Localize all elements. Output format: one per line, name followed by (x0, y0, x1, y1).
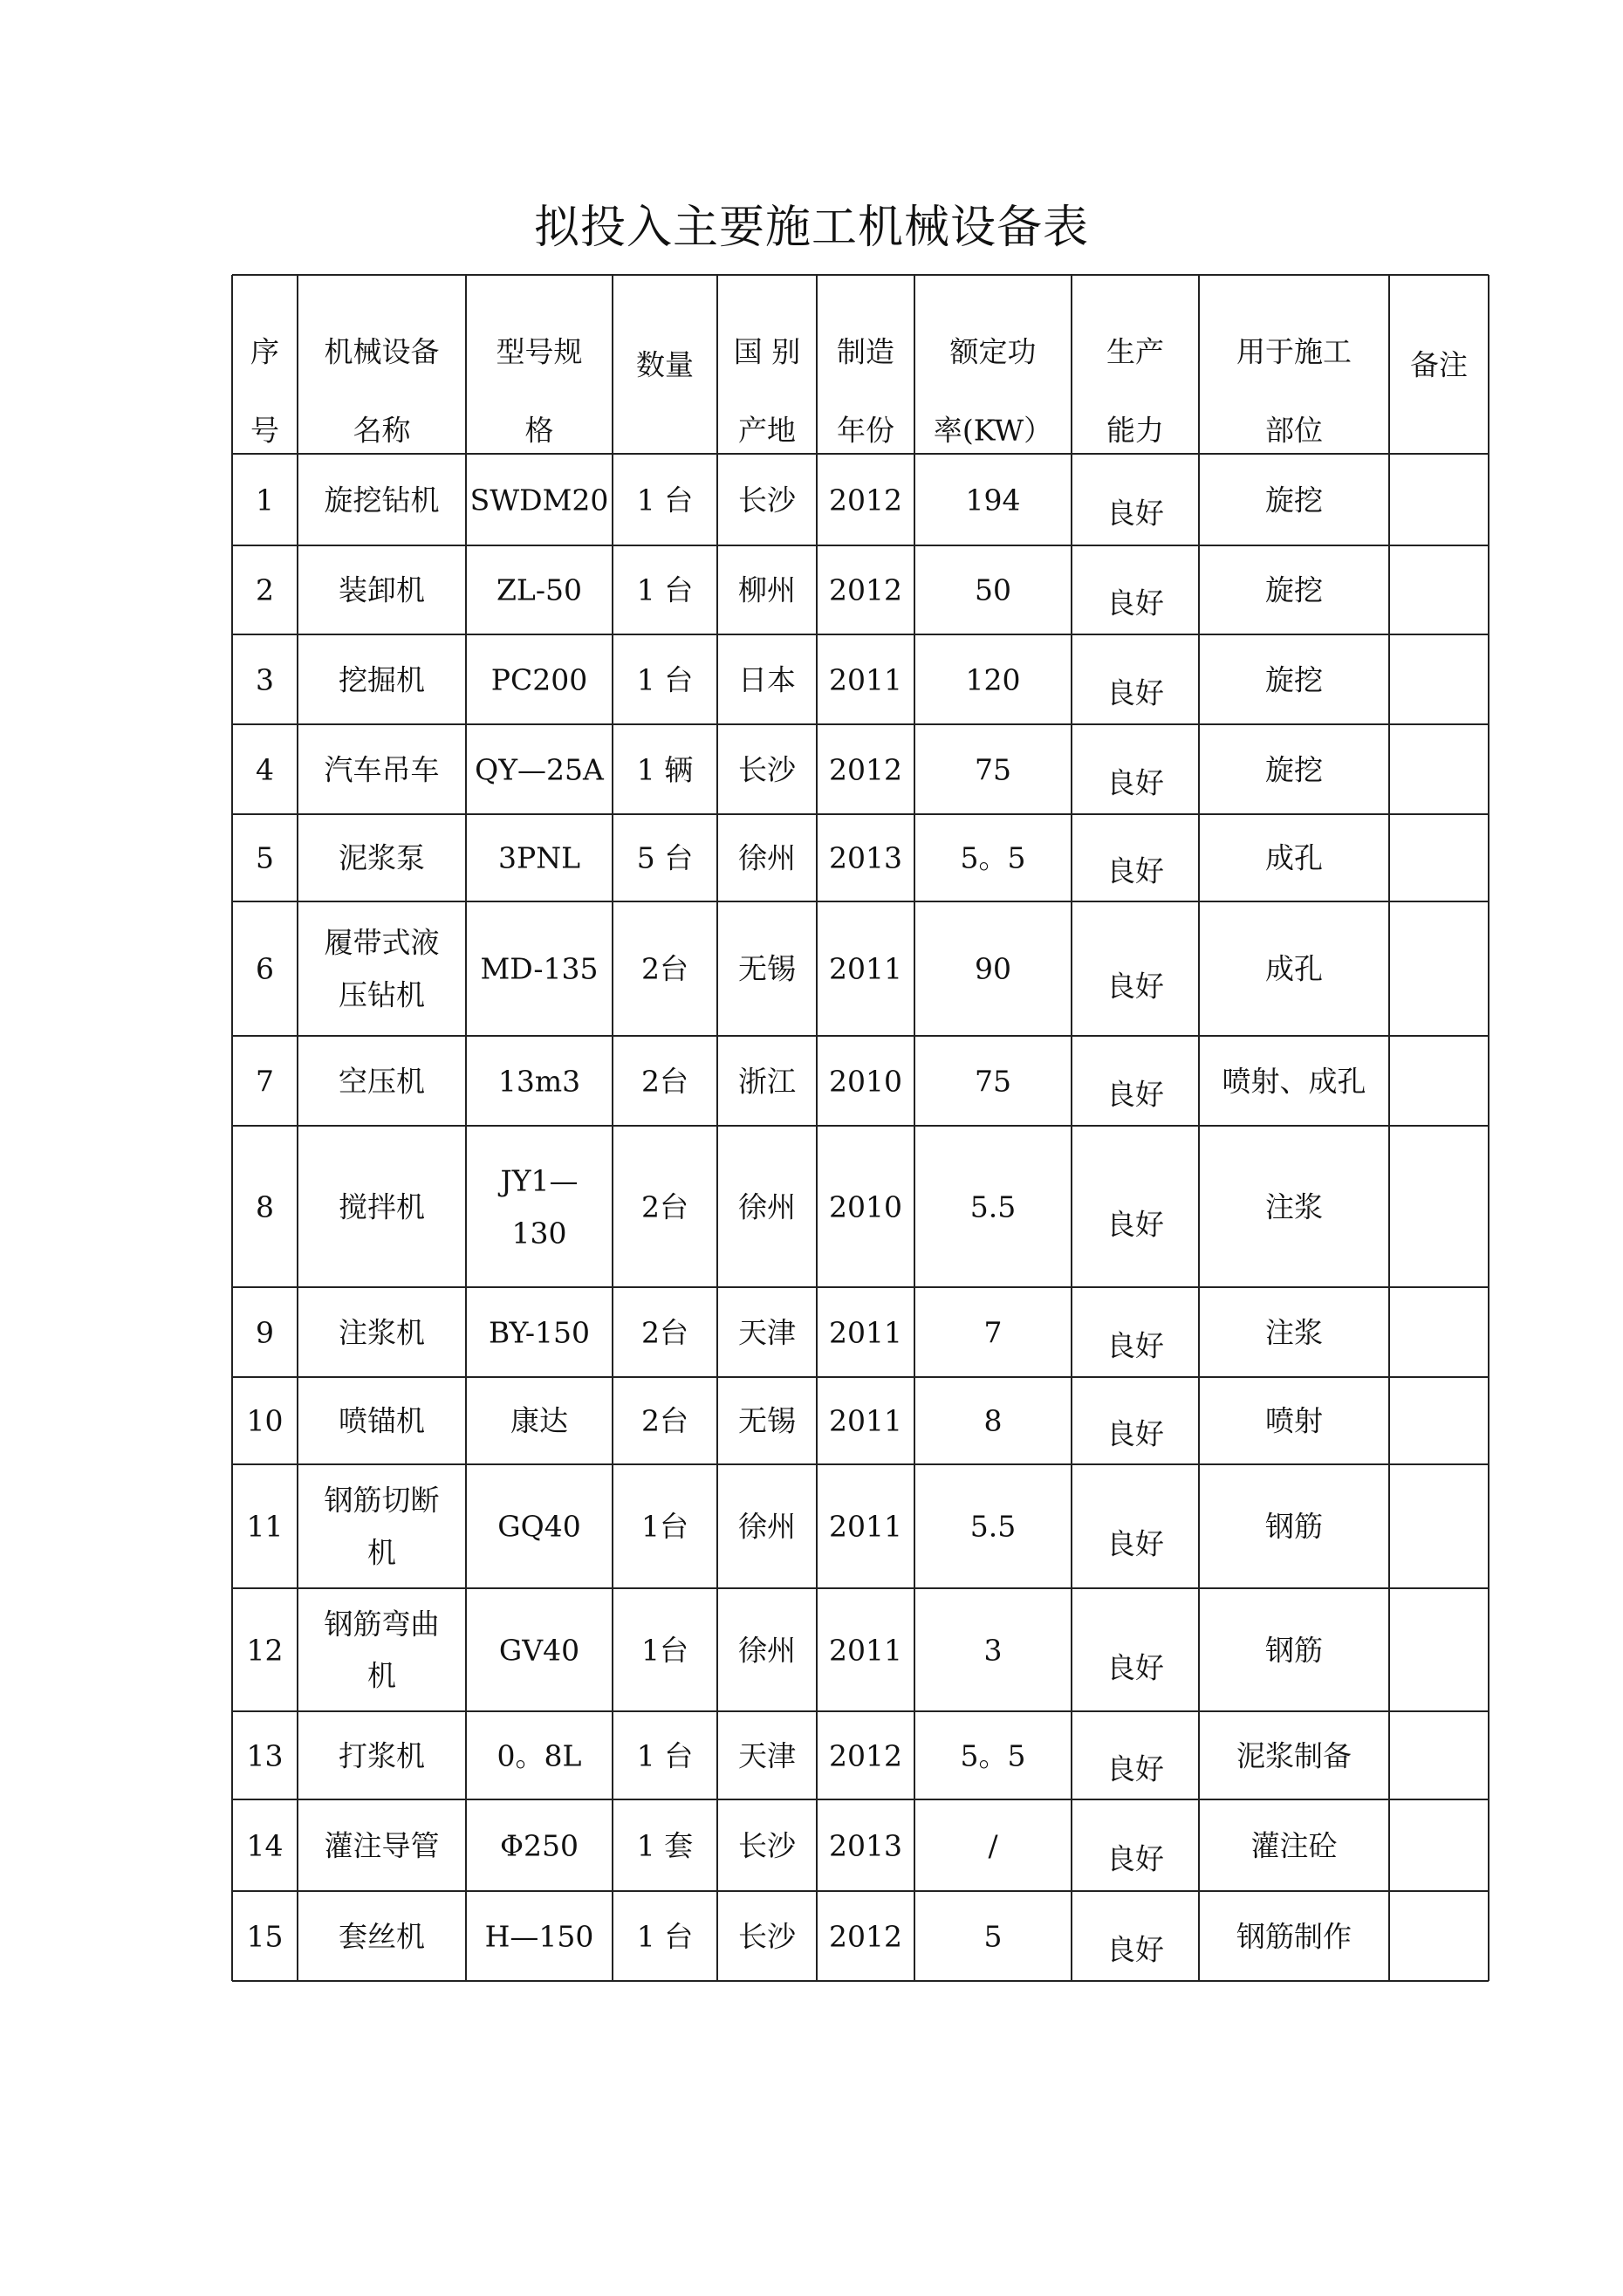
cell-capacity: 良好 (1106, 586, 1164, 620)
cell-capacity: 良好 (1106, 853, 1164, 888)
page-title: 拟投入主要施工机械设备表 (533, 202, 1089, 254)
cell-qty: 1 辆 (636, 752, 694, 786)
cell-qty: 2台 (641, 951, 688, 986)
cell-name: 搅拌机 (339, 1189, 425, 1223)
cell-power: 5。5 (960, 840, 1026, 875)
cell-usage: 喷射 (1265, 1403, 1323, 1438)
cell-qty: 2台 (641, 1189, 688, 1223)
cell-origin: 徐州 (738, 840, 796, 875)
cell-seq: 12 (246, 1633, 284, 1667)
cell-capacity: 良好 (1106, 1526, 1164, 1561)
table-vertical-rule (1388, 275, 1390, 1981)
table-horizontal-rule (232, 901, 1489, 902)
table-horizontal-rule (232, 1710, 1489, 1712)
cell-seq: 15 (246, 1919, 284, 1953)
cell-capacity: 良好 (1106, 1751, 1164, 1786)
cell-usage: 成孔 (1265, 840, 1323, 875)
cell-name: 汽车吊车 (324, 752, 440, 786)
header-qty: 数量 (636, 347, 694, 381)
cell-origin: 长沙 (738, 1828, 796, 1862)
cell-power: 194 (965, 483, 1021, 517)
cell-qty: 2台 (641, 1403, 688, 1438)
cell-seq: 5 (256, 840, 274, 875)
header-usage-line2: 部位 (1265, 413, 1323, 448)
cell-seq: 8 (256, 1189, 274, 1223)
cell-name: 挖掘机 (339, 662, 425, 696)
header-year-line2: 年份 (837, 413, 894, 448)
cell-model: 0。8L (496, 1738, 582, 1772)
cell-year: 2011 (829, 662, 902, 696)
table-horizontal-rule (232, 723, 1489, 725)
cell-qty: 1台 (641, 1509, 688, 1544)
cell-name: 空压机 (339, 1064, 425, 1098)
cell-power: 5。5 (960, 1738, 1026, 1772)
cell-year: 2012 (829, 572, 902, 607)
cell-capacity: 良好 (1106, 1932, 1164, 1967)
cell-year: 2011 (829, 1633, 902, 1667)
cell-year: 2013 (829, 1828, 902, 1862)
cell-seq: 11 (246, 1509, 284, 1544)
cell-usage: 旋挖 (1265, 662, 1323, 696)
cell-power: 120 (965, 662, 1021, 696)
header-power-line2: 率(KW） (933, 413, 1053, 448)
header-usage-line1: 用于施工 (1236, 334, 1352, 369)
cell-qty: 1 台 (636, 1738, 694, 1772)
cell-seq: 2 (256, 572, 274, 607)
cell-seq: 14 (246, 1828, 284, 1862)
cell-model: BY-150 (489, 1315, 590, 1349)
cell-origin: 天津 (738, 1315, 796, 1349)
header-capacity-line1: 生产 (1106, 334, 1164, 369)
cell-power: 3 (983, 1633, 1003, 1667)
header-model-line1: 型号规 (496, 334, 583, 369)
cell-capacity: 良好 (1106, 1416, 1164, 1451)
cell-qty: 1 台 (636, 1919, 694, 1953)
cell-model: H—150 (484, 1919, 594, 1953)
cell-year: 2011 (829, 1403, 902, 1438)
cell-qty: 2台 (641, 1064, 688, 1098)
cell-usage: 喷射、成孔 (1222, 1064, 1366, 1098)
cell-power: 5 (983, 1919, 1003, 1953)
cell-name-line2: 压钻机 (339, 977, 425, 1012)
cell-year: 2012 (829, 483, 902, 517)
cell-year: 2011 (829, 1509, 902, 1544)
cell-usage: 注浆 (1265, 1189, 1323, 1223)
header-origin-line2: 产地 (738, 413, 796, 448)
table-vertical-rule (716, 275, 718, 1981)
table-horizontal-rule (232, 545, 1489, 546)
cell-name: 灌注导管 (324, 1828, 440, 1862)
cell-qty: 1 台 (636, 662, 694, 696)
cell-usage: 旋挖 (1265, 752, 1323, 786)
cell-power: 5.5 (969, 1509, 1017, 1544)
cell-usage: 旋挖 (1265, 483, 1323, 517)
table-horizontal-rule (232, 1286, 1489, 1288)
cell-usage: 成孔 (1265, 951, 1323, 986)
cell-year: 2012 (829, 1919, 902, 1953)
table-horizontal-rule (232, 1035, 1489, 1037)
equipment-table (232, 275, 1489, 1981)
cell-usage: 钢筋制作 (1236, 1919, 1352, 1953)
table-horizontal-rule (232, 1890, 1489, 1892)
cell-origin: 无锡 (738, 1403, 796, 1438)
cell-model: ZL-50 (496, 572, 582, 607)
cell-usage: 泥浆制备 (1236, 1738, 1352, 1772)
cell-name: 喷锚机 (339, 1403, 425, 1438)
cell-name-line2: 机 (367, 1535, 396, 1570)
table-horizontal-rule (232, 453, 1489, 455)
cell-seq: 1 (256, 483, 274, 517)
cell-qty: 2台 (641, 1315, 688, 1349)
cell-origin: 长沙 (738, 752, 796, 786)
table-horizontal-rule (232, 1587, 1489, 1589)
cell-origin: 徐州 (738, 1189, 796, 1223)
cell-qty: 1 台 (636, 483, 694, 517)
cell-usage: 钢筋 (1265, 1633, 1323, 1667)
cell-capacity: 良好 (1106, 969, 1164, 1004)
cell-power: 8 (983, 1403, 1003, 1438)
header-capacity-line2: 能力 (1106, 413, 1164, 448)
table-vertical-rule (612, 275, 613, 1981)
cell-name: 旋挖钻机 (324, 483, 440, 517)
cell-power: 90 (975, 951, 1011, 986)
cell-name: 套丝机 (339, 1919, 425, 1953)
cell-power: 50 (975, 572, 1011, 607)
cell-power: 75 (975, 752, 1011, 786)
cell-seq: 10 (246, 1403, 284, 1438)
cell-seq: 7 (256, 1064, 274, 1098)
cell-qty: 1 套 (636, 1828, 694, 1862)
table-vertical-rule (914, 275, 915, 1981)
table-vertical-rule (297, 275, 298, 1981)
cell-capacity: 良好 (1106, 1207, 1164, 1241)
cell-year: 2013 (829, 840, 902, 875)
cell-model: MD-135 (480, 951, 599, 986)
cell-origin: 柳州 (738, 572, 796, 607)
cell-capacity: 良好 (1106, 1650, 1164, 1684)
cell-model: SWDM20 (469, 483, 609, 517)
cell-year: 2010 (829, 1064, 902, 1098)
cell-usage: 旋挖 (1265, 572, 1323, 607)
cell-seq: 3 (256, 662, 274, 696)
cell-name-line1: 钢筋弯曲 (324, 1607, 440, 1641)
cell-seq: 13 (246, 1738, 284, 1772)
table-horizontal-rule (232, 813, 1489, 815)
cell-origin: 长沙 (738, 483, 796, 517)
cell-capacity: 良好 (1106, 1328, 1164, 1363)
cell-origin: 徐州 (738, 1633, 796, 1667)
cell-year: 2012 (829, 1738, 902, 1772)
cell-model: 3PNL (498, 840, 580, 875)
table-vertical-rule (1071, 275, 1072, 1981)
header-seq-line1: 序 (250, 334, 279, 369)
cell-origin: 日本 (738, 662, 796, 696)
table-horizontal-rule (232, 1376, 1489, 1378)
table-horizontal-rule (232, 634, 1489, 635)
cell-qty: 1 台 (636, 572, 694, 607)
header-model-line2: 格 (524, 413, 554, 448)
cell-capacity: 良好 (1106, 675, 1164, 710)
cell-usage: 钢筋 (1265, 1509, 1323, 1544)
cell-origin: 无锡 (738, 951, 796, 986)
header-power-line1: 额定功 (949, 334, 1037, 369)
header-seq-line2: 号 (250, 413, 279, 448)
cell-year: 2010 (829, 1189, 902, 1223)
cell-seq: 6 (256, 951, 274, 986)
table-horizontal-rule (232, 1125, 1489, 1127)
cell-origin: 徐州 (738, 1509, 796, 1544)
cell-name: 注浆机 (339, 1315, 425, 1349)
cell-model: Φ250 (499, 1828, 579, 1862)
table-vertical-rule (1488, 275, 1489, 1981)
header-origin-line1: 国 别 (733, 334, 801, 369)
cell-power: 5.5 (969, 1189, 1017, 1223)
cell-year: 2011 (829, 1315, 902, 1349)
cell-name-line1: 履带式液 (324, 925, 440, 960)
cell-capacity: 良好 (1106, 1077, 1164, 1112)
cell-model-line1: JY1— (500, 1163, 579, 1197)
table-vertical-rule (465, 275, 467, 1981)
cell-name: 打浆机 (339, 1738, 425, 1772)
header-remark: 备注 (1410, 347, 1468, 381)
table-horizontal-rule (232, 1463, 1489, 1465)
cell-name: 泥浆泵 (339, 840, 425, 875)
table-vertical-rule (1198, 275, 1200, 1981)
cell-capacity: 良好 (1106, 765, 1164, 800)
cell-model: 13m3 (497, 1064, 581, 1098)
cell-origin: 浙江 (738, 1064, 796, 1098)
cell-power: 75 (975, 1064, 1011, 1098)
cell-power: 7 (983, 1315, 1003, 1349)
cell-model: 康达 (510, 1403, 568, 1438)
header-name-line1: 机械设备 (324, 334, 440, 369)
cell-seq: 4 (256, 752, 274, 786)
cell-model-line2: 130 (511, 1216, 567, 1250)
cell-seq: 9 (256, 1315, 274, 1349)
table-horizontal-rule (232, 1799, 1489, 1800)
cell-year: 2012 (829, 752, 902, 786)
cell-name-line2: 机 (367, 1658, 396, 1693)
cell-name: 装卸机 (339, 572, 425, 607)
cell-model: QY—25A (475, 752, 604, 786)
cell-name-line1: 钢筋切断 (324, 1483, 440, 1518)
cell-capacity: 良好 (1106, 1841, 1164, 1876)
cell-model: GV40 (498, 1633, 580, 1667)
cell-model: PC200 (490, 662, 588, 696)
cell-qty: 1台 (641, 1633, 688, 1667)
table-horizontal-rule (232, 274, 1489, 276)
cell-power: / (988, 1828, 998, 1862)
table-vertical-rule (231, 275, 233, 1981)
cell-year: 2011 (829, 951, 902, 986)
cell-capacity: 良好 (1106, 496, 1164, 531)
cell-origin: 长沙 (738, 1919, 796, 1953)
header-name-line2: 名称 (353, 413, 411, 448)
cell-model: GQ40 (497, 1509, 581, 1544)
table-horizontal-rule (232, 1980, 1489, 1982)
cell-origin: 天津 (738, 1738, 796, 1772)
header-year-line1: 制造 (837, 334, 894, 369)
cell-usage: 注浆 (1265, 1315, 1323, 1349)
cell-usage: 灌注砼 (1250, 1828, 1338, 1862)
table-vertical-rule (816, 275, 818, 1981)
cell-qty: 5 台 (636, 840, 694, 875)
